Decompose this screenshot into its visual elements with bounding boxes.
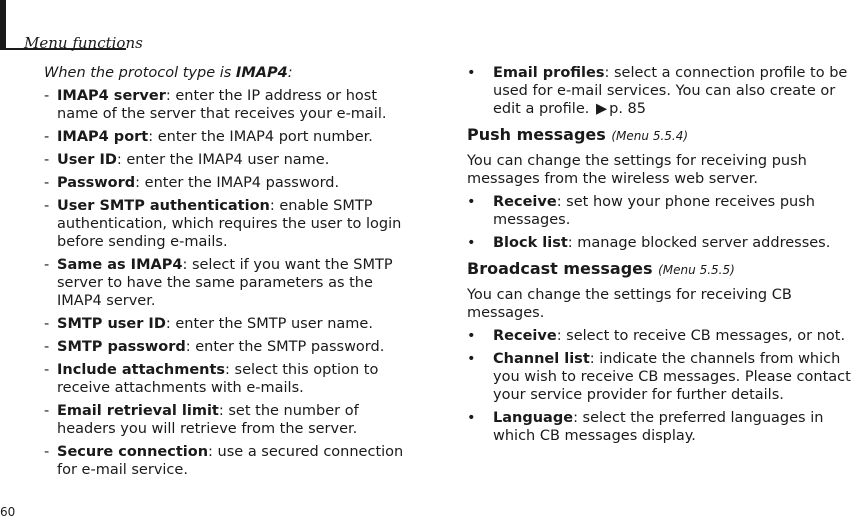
list-item: • Channel list: indicate the channels from which you wish to receive CB messages. Please contact your service provider for further details.	[467, 351, 851, 403]
list-item: - Secure connection: use a secured connection for e-mail service.	[44, 444, 404, 478]
list-item: - IMAP4 server: enter the IP address or host name of the server that receives your e-mail.	[44, 88, 387, 122]
item-text: : set how your phone receives push messages.	[493, 194, 815, 228]
menu-reference: (Menu 5.5.4)	[611, 129, 689, 143]
menu-reference: (Menu 5.5.5)	[658, 263, 735, 277]
list-item: - SMTP password: enter the SMTP password.	[44, 339, 385, 355]
list-item: - Password: enter the IMAP4 password.	[44, 175, 340, 191]
item-text: : select the preferred languages in which CB messages display.	[493, 410, 824, 444]
item-text: : set the number of headers you will retrieve from the server.	[57, 403, 359, 437]
item-text: : indicate the channels from which you wish to receive CB messages. Please contact your service provider for further details.	[493, 351, 851, 403]
list-item: - Email retrieval limit: set the number of headers you will retrieve from the server.	[44, 403, 359, 437]
item-text: : enter the IMAP4 port number.	[148, 129, 373, 145]
item-text: : enable SMTP authentication, which requires the user to login before sending e-mails.	[57, 198, 402, 250]
item-text: : select this option to receive attachments with e-mails.	[57, 362, 379, 396]
item-text: : enter the SMTP password.	[185, 339, 385, 355]
item-term: Channel list	[493, 351, 590, 367]
item-term: SMTP user ID	[57, 316, 166, 332]
page-number: 60	[0, 505, 16, 519]
item-text: : manage blocked server addresses.	[567, 235, 831, 251]
item-text: : enter the IMAP4 password.	[135, 175, 340, 191]
item-term: Block list	[493, 235, 568, 251]
section-description: You can change the settings for receiving CB messages.	[467, 287, 792, 321]
header-bar	[0, 0, 6, 50]
item-term: Receive	[493, 194, 557, 210]
list-item: - Same as IMAP4: select if you want the SMTP server to have the same parameters as the IMAP4 server.	[44, 257, 393, 309]
intro-term: IMAP4	[235, 65, 288, 81]
item-term: Email retrieval limit	[57, 403, 219, 419]
list-item: • Block list: manage blocked server addresses.	[467, 235, 831, 251]
list-item: - User ID: enter the IMAP4 user name.	[44, 152, 330, 168]
list-item-email-profiles: • Email profiles: select a connection profile to be used for e-mail services. You can also create or edit a profile. ▶ p. 85	[467, 65, 848, 117]
item-term: Email profiles	[493, 65, 605, 81]
list-item: • Language: select the preferred languages in which CB messages display.	[467, 410, 824, 444]
section-description: You can change the settings for receiving push messages from the wireless web server.	[467, 153, 807, 187]
item-term: Same as IMAP4	[57, 257, 183, 273]
item-term: Secure connection	[57, 444, 209, 460]
item-term: IMAP4 port	[57, 129, 149, 145]
page-reference: p. 85	[609, 101, 646, 117]
list-item: - User SMTP authentication: enable SMTP authentication, which requires the user to login before sending e-mails.	[44, 198, 402, 250]
item-text: : enter the IMAP4 user name.	[116, 152, 330, 168]
item-text: : select a connection profile to be used for e-mail services. You can also create or edit a profile.	[493, 65, 848, 117]
item-term: Password	[57, 175, 136, 191]
list-item: - SMTP user ID: enter the SMTP user name.	[44, 316, 373, 332]
left-column	[44, 64, 419, 484]
item-term: Receive	[493, 328, 557, 344]
item-text: : select to receive CB messages, or not.	[556, 328, 846, 344]
item-term: User SMTP authentication	[57, 198, 270, 214]
item-text: : enter the IP address or host name of the server that receives your e-mail.	[57, 88, 387, 122]
item-term: IMAP4 server	[57, 88, 166, 104]
item-text: : select if you want the SMTP server to have the same parameters as the IMAP4 server.	[57, 257, 393, 309]
list-item: • Receive: set how your phone receives push messages.	[467, 194, 815, 228]
page-arrow-icon: ▶	[595, 101, 608, 117]
item-term: Language	[493, 410, 574, 426]
item-text: : use a secured connection for e-mail service.	[57, 444, 404, 478]
item-term: SMTP password	[57, 339, 186, 355]
imap4-settings-list	[44, 87, 419, 479]
page-header-title: Menu functions	[24, 34, 143, 52]
list-item: - IMAP4 port: enter the IMAP4 port number.	[44, 129, 373, 145]
right-column	[467, 64, 859, 450]
item-text: : enter the SMTP user name.	[165, 316, 373, 332]
list-item: - Include attachments: select this option to receive attachments with e-mails.	[44, 362, 379, 396]
section-title-push-messages: Push messages (Menu 5.5.4)	[467, 125, 689, 144]
intro-text: When the protocol type is IMAP4:	[44, 65, 293, 81]
list-item: • Receive: select to receive CB messages, or not.	[467, 328, 846, 344]
section-title-broadcast-messages: Broadcast messages (Menu 5.5.5)	[467, 259, 735, 278]
item-term: Include attachments	[57, 362, 226, 378]
item-term: User ID	[57, 152, 117, 168]
